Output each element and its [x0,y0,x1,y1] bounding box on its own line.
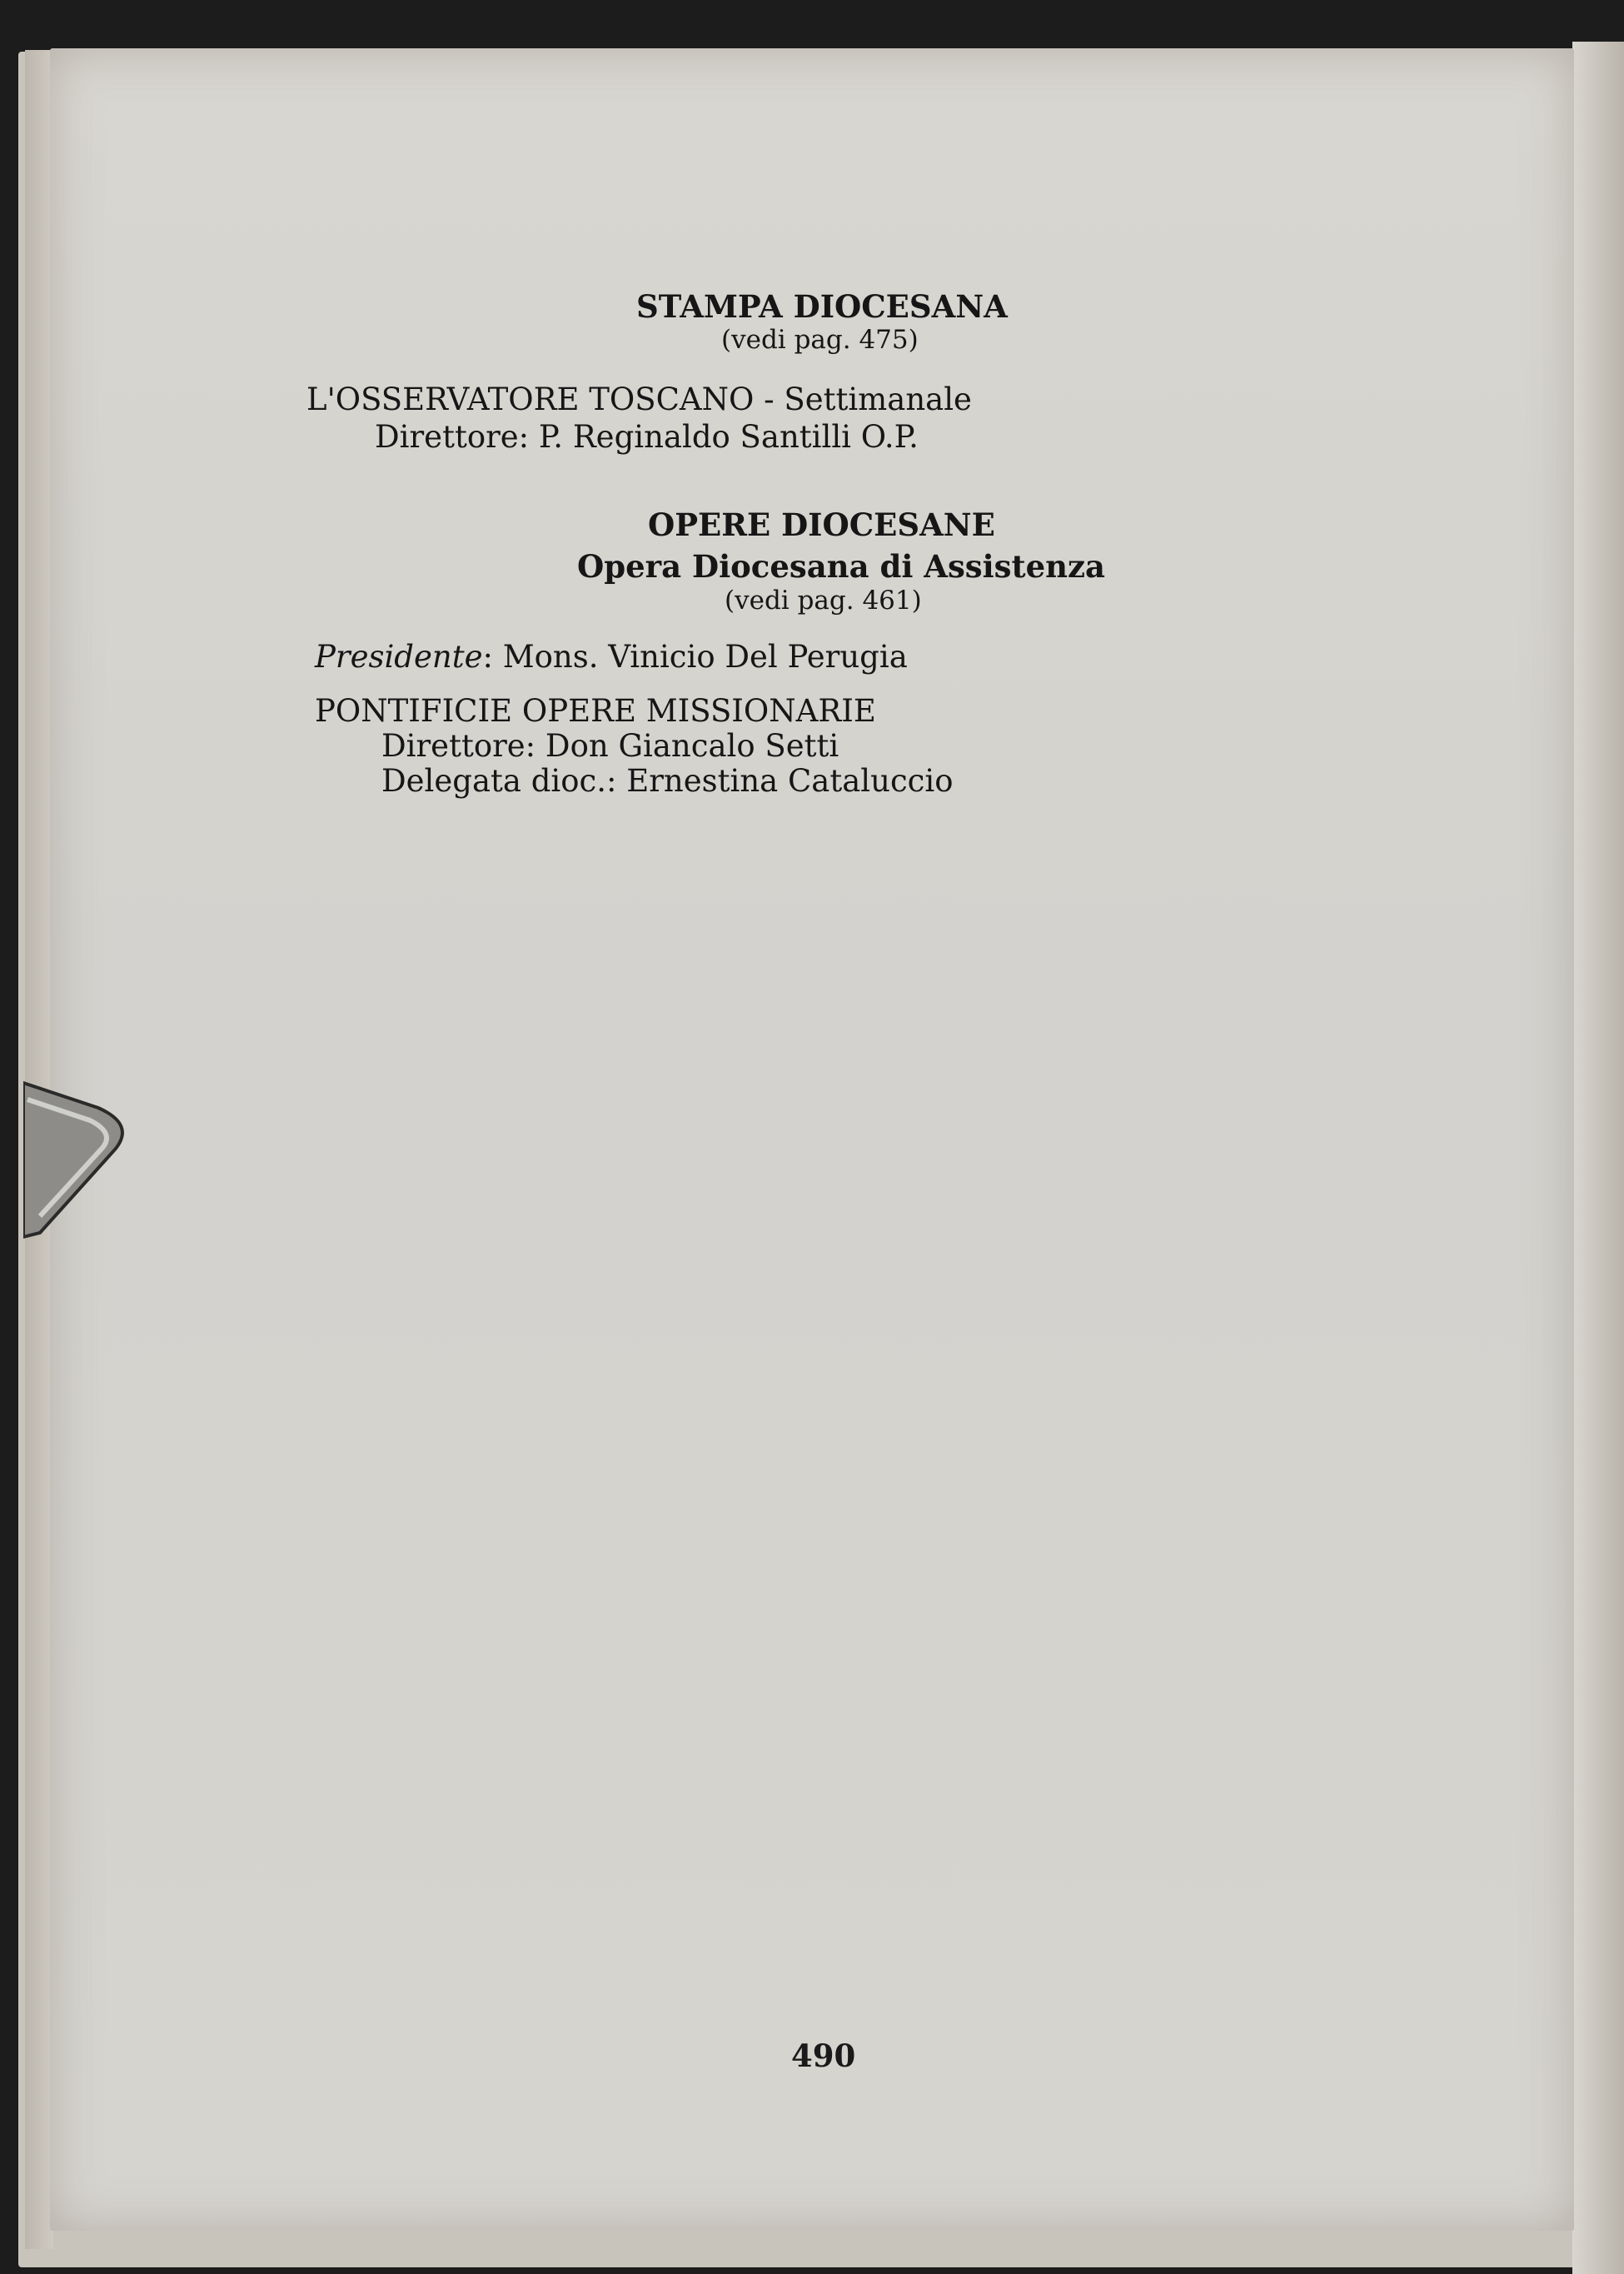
president-line [315,639,908,675]
stampa-heading: STAMPA DIOCESANA [636,288,1008,325]
opere-heading: OPERE DIOCESANE [648,506,995,543]
missionarie-heading: PONTIFICIE OPERE MISSIONARIE [315,693,876,729]
next-page-edge [1572,42,1624,2274]
paper-page [50,48,1574,2231]
osservatore-entry [306,381,972,417]
opere-subheading: Opera Diocesana di Assistenza [577,548,1106,585]
opere-page-ref: (vedi pag. 461) [725,586,922,616]
osservatore-type: Settimanale [784,381,972,417]
stampa-page-ref: (vedi pag. 475) [721,325,919,355]
president-label: Presidente [315,639,483,675]
president-value: : Mons. Vinicio Del Perugia [482,639,908,675]
page-number: 490 [791,2037,856,2074]
binder-clip-icon [23,1075,140,1241]
osservatore-director: Direttore: P. Reginaldo Santilli O.P. [375,419,919,455]
osservatore-title: L'OSSERVATORE TOSCANO [306,381,755,417]
entry-separator: - [754,381,785,417]
missionarie-director: Direttore: Don Giancalo Setti [381,728,839,764]
missionarie-delegate: Delegata dioc.: Ernestina Cataluccio [381,763,954,799]
